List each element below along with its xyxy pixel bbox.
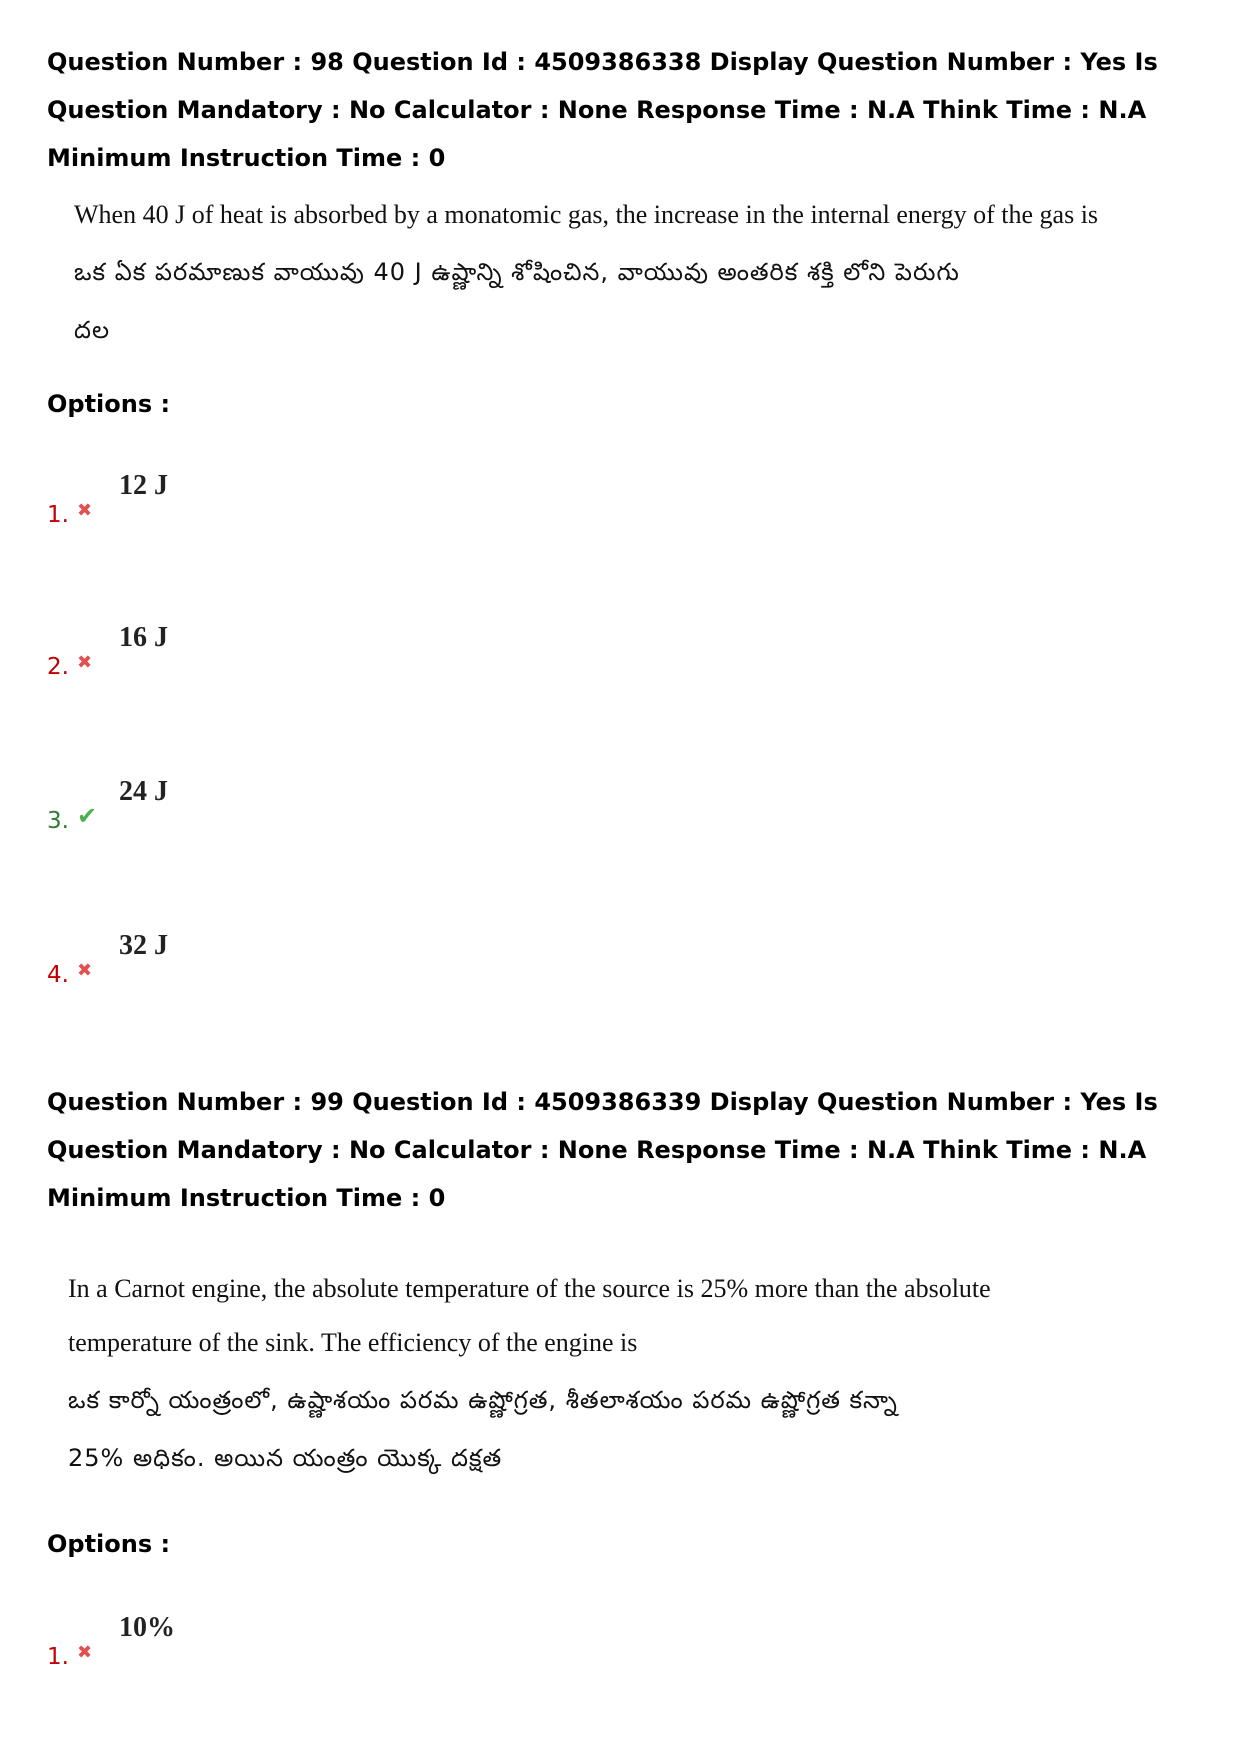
option-number: 3.	[47, 808, 69, 834]
option-text: 12 J	[119, 470, 168, 501]
option-4[interactable]	[47, 922, 647, 1002]
option-number: 4.	[47, 962, 69, 988]
question-text-te-cont: దల	[74, 316, 110, 344]
option-1[interactable]	[47, 1604, 647, 1684]
option-3[interactable]	[47, 768, 647, 848]
question-text-en: When 40 J of heat is absorbed by a monatomic gas, the increase in the internal energy of the gas is	[74, 200, 1099, 229]
question-text-en: In a Carnot engine, the absolute temperature of the source is 25% more than the absolute	[68, 1274, 991, 1303]
cross-icon: ✖	[77, 652, 93, 673]
option-number: 1.	[47, 502, 69, 528]
option-text: 32 J	[119, 930, 168, 961]
option-1[interactable]	[47, 462, 647, 542]
question-meta: Question Number : 98 Question Id : 4509386338 Display Question Number : Yes Is Question Mandatory : No Calculator : None Response Time : N.A Think Time : N.A Minimum Instruction Time : 0	[47, 48, 1158, 172]
option-number: 2.	[47, 654, 69, 680]
question-text-en-cont: temperature of the sink. The efficiency of the engine is	[68, 1328, 638, 1357]
cross-icon: ✖	[77, 1642, 93, 1663]
option-text: 10%	[119, 1612, 175, 1643]
question-meta: Question Number : 99 Question Id : 4509386339 Display Question Number : Yes Is Question Mandatory : No Calculator : None Response Time : N.A Think Time : N.A Minimum Instruction Time : 0	[47, 1088, 1158, 1212]
cross-icon: ✖	[77, 500, 93, 521]
options-label: Options :	[47, 1530, 171, 1558]
cross-icon: ✖	[77, 960, 93, 981]
option-text: 16 J	[119, 622, 168, 653]
check-icon: ✔	[77, 802, 98, 830]
option-text: 24 J	[119, 776, 168, 807]
option-number: 1.	[47, 1644, 69, 1670]
option-2[interactable]	[47, 614, 647, 694]
question-text-te: ఒక కార్నో యంత్రంలో, ఉష్ణాశయం పరమ ఉష్ణోగ్రత, శీతలాశయం పరమ ఉష్ణోగ్రత కన్నా	[68, 1386, 898, 1414]
question-text-te-cont: 25% అధికం. అయిన యంత్రం యొక్క దక్షత	[68, 1444, 503, 1472]
question-text-te: ఒక ఏక పరమాణుక వాయువు 40 J ఉష్ణాన్ని శోషించిన, వాయువు అంతరిక శక్తి లోని పెరుగు	[74, 258, 960, 286]
options-label: Options :	[47, 390, 171, 418]
